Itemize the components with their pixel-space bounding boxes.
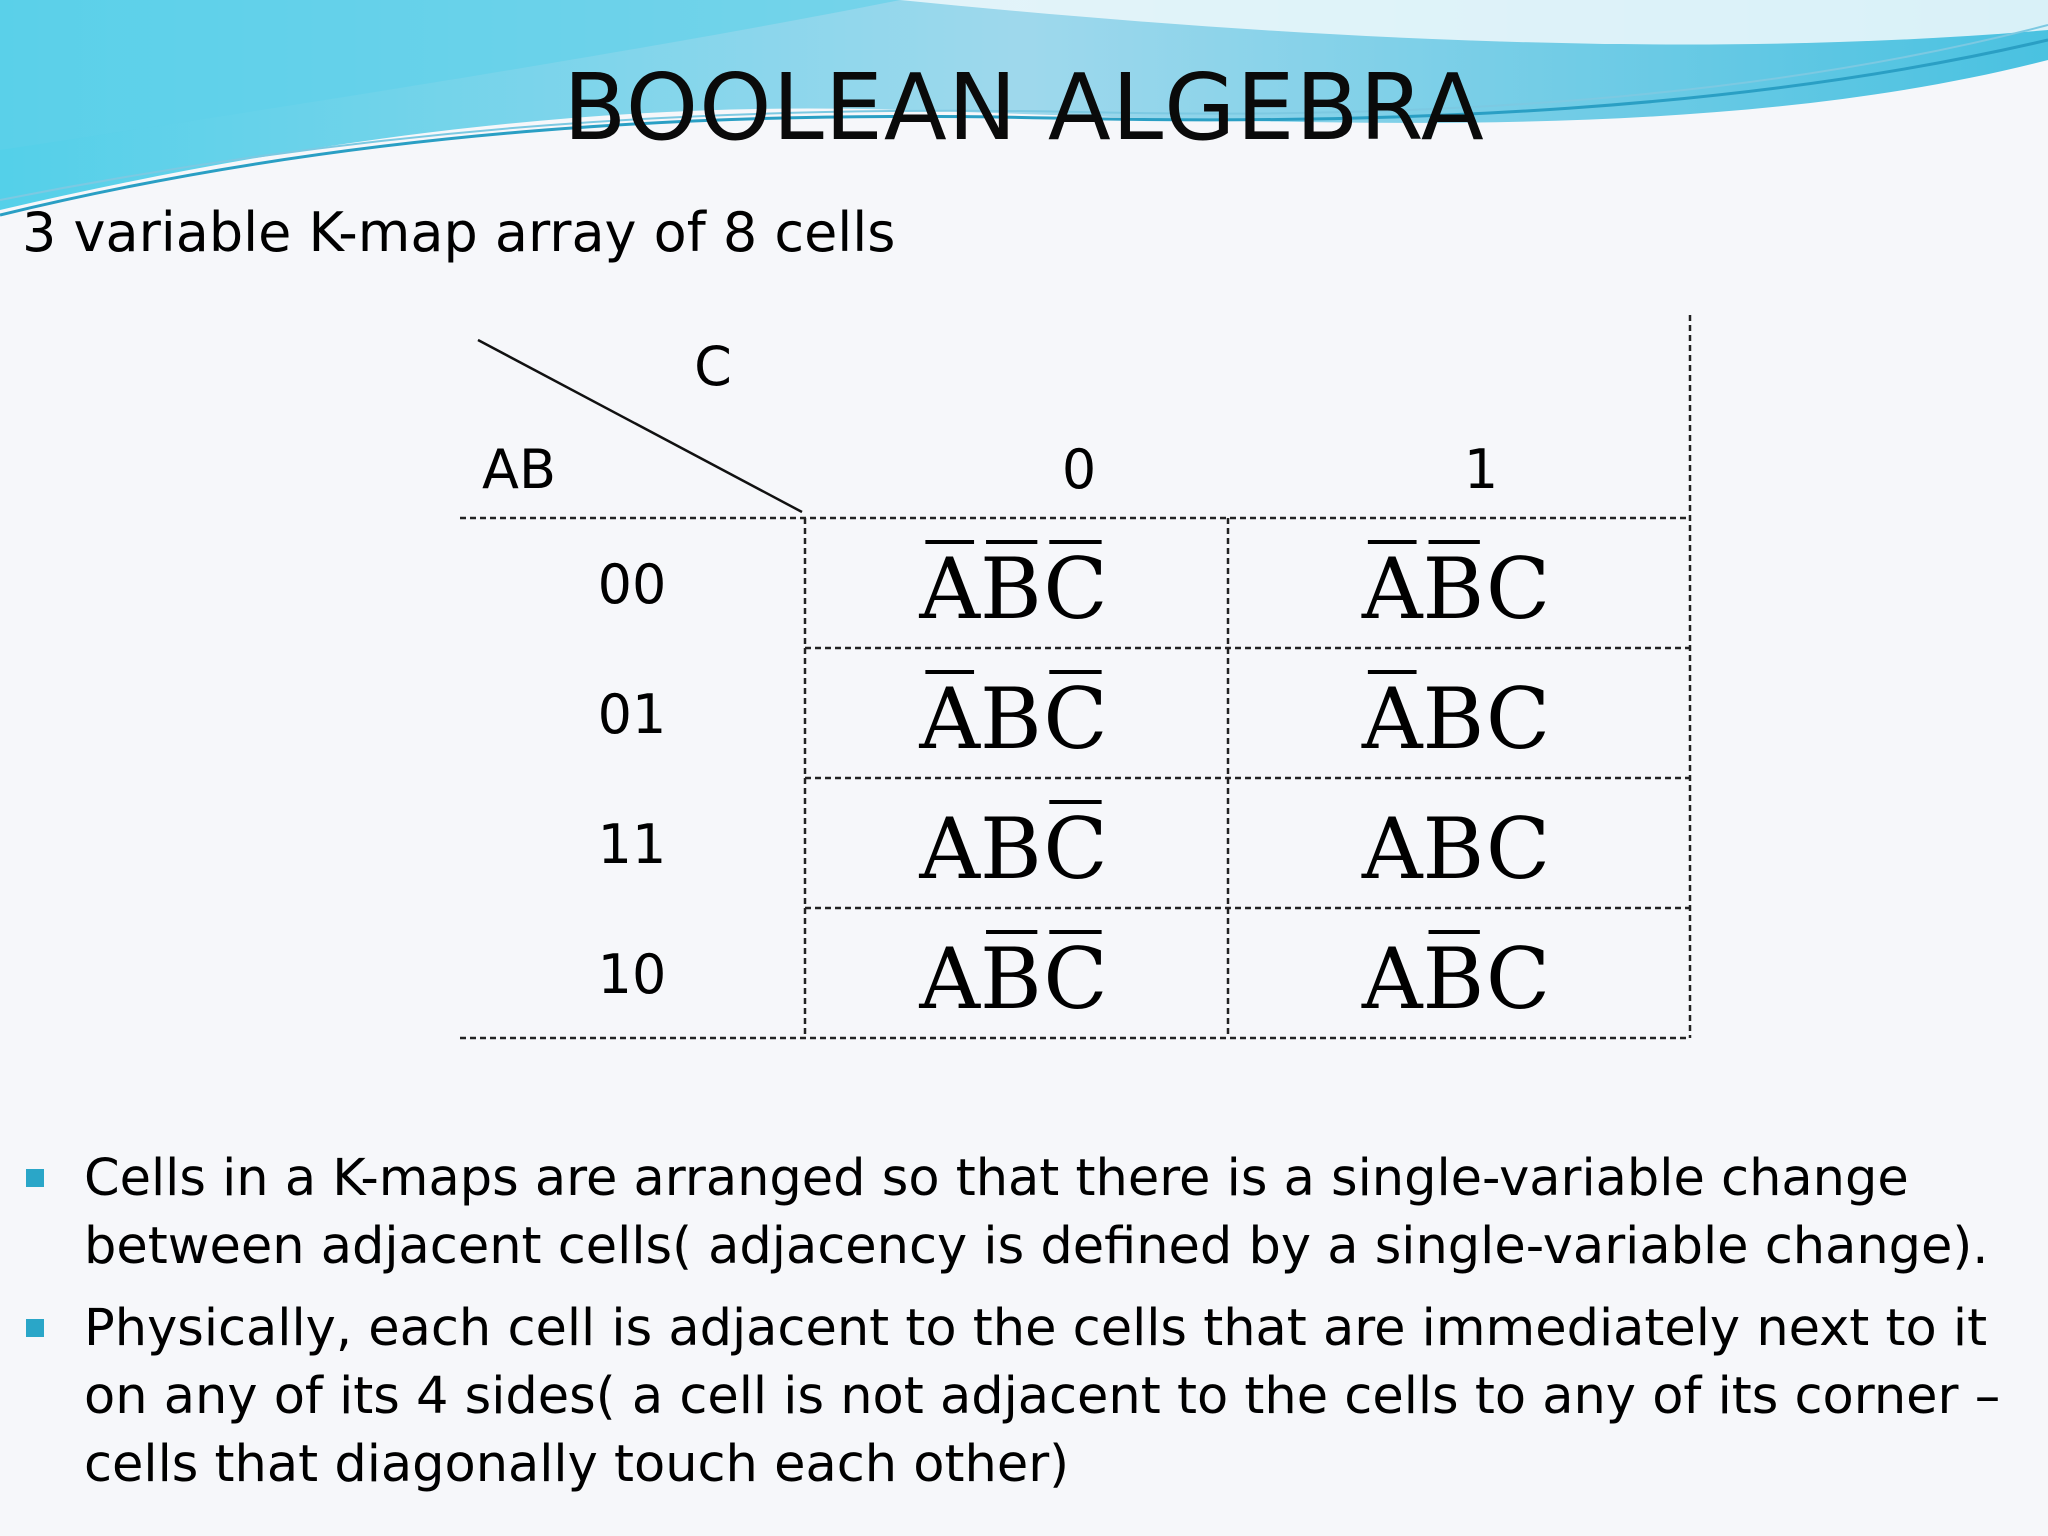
square-bullet-icon xyxy=(26,1169,44,1187)
row-label-11: 11 xyxy=(597,813,667,876)
kmap-cell-term: ABC xyxy=(1361,800,1551,898)
kmap-cell-term: ABC xyxy=(1361,670,1551,768)
row-label-00: 00 xyxy=(597,553,667,616)
column-variable-label: C xyxy=(694,335,732,398)
bullet-text: Physically, each cell is adjacent to the cells that are immediately next to it on any of its 4 sides( a cell is not adjacent to the cells to any of its corner –cells that diagonally touch each other) xyxy=(84,1299,2001,1494)
column-header-0: 0 xyxy=(1061,438,1097,501)
kmap-cell-term: ABC xyxy=(919,540,1108,638)
bullet-item xyxy=(0,1295,2048,1499)
bullet-text: Cells in a K-maps are arranged so that there is a single-variable change between adjacent cells( adjacency is defined by a single-variable change). xyxy=(84,1149,1989,1276)
square-bullet-icon xyxy=(26,1319,44,1337)
slide-subtitle: 3 variable K-map array of 8 cells xyxy=(22,201,896,264)
row-label-10: 10 xyxy=(597,943,667,1006)
slide-title: BOOLEAN ALGEBRA xyxy=(563,54,1485,161)
column-header-1: 1 xyxy=(1463,438,1499,501)
kmap-cell-term: ABC xyxy=(919,670,1108,768)
kmap-cell-term: ABC xyxy=(919,930,1108,1028)
kmap-cell-term: ABC xyxy=(1361,540,1551,638)
row-label-01: 01 xyxy=(597,683,667,746)
bullet-item xyxy=(0,1145,2048,1281)
bullet-list xyxy=(0,1145,2048,1513)
kmap-cell-term: ABC xyxy=(1361,930,1551,1028)
kmap-cell-term: ABC xyxy=(919,800,1108,898)
row-variable-label: AB xyxy=(482,438,556,501)
kmap-terms xyxy=(918,540,1550,1028)
